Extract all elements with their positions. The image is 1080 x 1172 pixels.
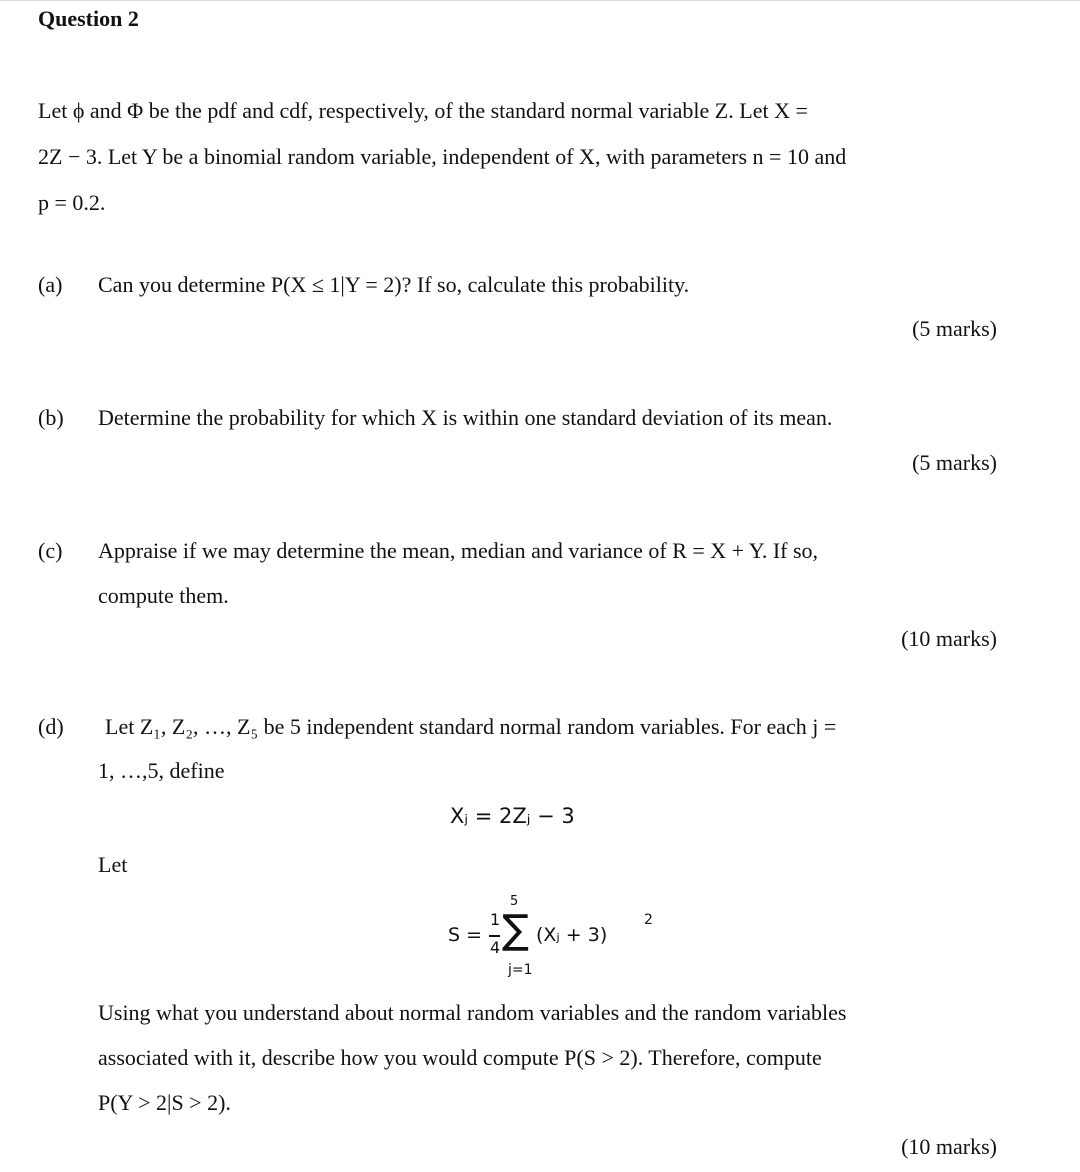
part-c-text-line-1: Appraise if we may determine the mean, median and variance of R = X + Y. If so, — [98, 538, 819, 563]
part-a-marks: (5 marks) — [912, 316, 997, 341]
intro-line-2: 2Z − 3. Let Y be a binomial random variable, independent of X, with parameters n = 10 and — [38, 144, 847, 169]
part-d-text-line-1: Let Z₁, Z₂, …, Z₅ be 5 independent standard normal random variables. For each j = — [105, 714, 837, 739]
sum-exponent: 2 — [644, 912, 653, 928]
let-label: Let — [98, 852, 128, 877]
question-title: Question 2 — [38, 6, 139, 31]
question-intro — [38, 88, 998, 226]
sum-fraction-denominator: 4 — [490, 938, 501, 957]
part-b-label: (b) — [38, 405, 64, 430]
sum-lower-limit: j=1 — [508, 962, 533, 978]
part-d-text-after-2: associated with it, describe how you would compute P(S > 2). Therefore, compute — [98, 1045, 822, 1070]
part-b-text: Determine the probability for which X is within one standard deviation of its mean. — [98, 405, 833, 430]
part-a-label: (a) — [38, 272, 63, 297]
equation-xj: Xⱼ = 2Zⱼ − 3 — [450, 804, 575, 828]
sigma-icon: ∑ — [502, 907, 529, 953]
part-c-text-line-2: compute them. — [98, 583, 229, 608]
top-divider — [0, 0, 1080, 1]
part-c-label: (c) — [38, 538, 63, 563]
part-c-marks: (10 marks) — [901, 626, 997, 651]
sum-fraction-numerator: 1 — [490, 910, 501, 929]
intro-line-3: p = 0.2. — [38, 190, 106, 215]
part-a-text: Can you determine P(X ≤ 1|Y = 2)? If so, calculate this probability. — [98, 272, 690, 297]
part-b-marks: (5 marks) — [912, 450, 997, 475]
part-d-text-after-3: P(Y > 2|S > 2). — [98, 1090, 231, 1115]
intro-line-1: Let ϕ and Φ be the pdf and cdf, respectively, of the standard normal variable Z. Let X = — [38, 98, 808, 123]
part-d-text-after-1: Using what you understand about normal random variables and the random variables — [98, 1000, 847, 1025]
part-d-text-line-2: 1, …,5, define — [98, 758, 225, 783]
sum-term: (Xⱼ + 3) — [536, 924, 608, 946]
sum-equation — [448, 892, 668, 984]
fraction-bar — [489, 935, 500, 937]
part-d-marks: (10 marks) — [901, 1134, 997, 1159]
part-d-label: (d) — [38, 714, 64, 739]
sum-upper-limit: 5 — [510, 894, 519, 909]
sum-lhs: S = — [448, 924, 483, 946]
